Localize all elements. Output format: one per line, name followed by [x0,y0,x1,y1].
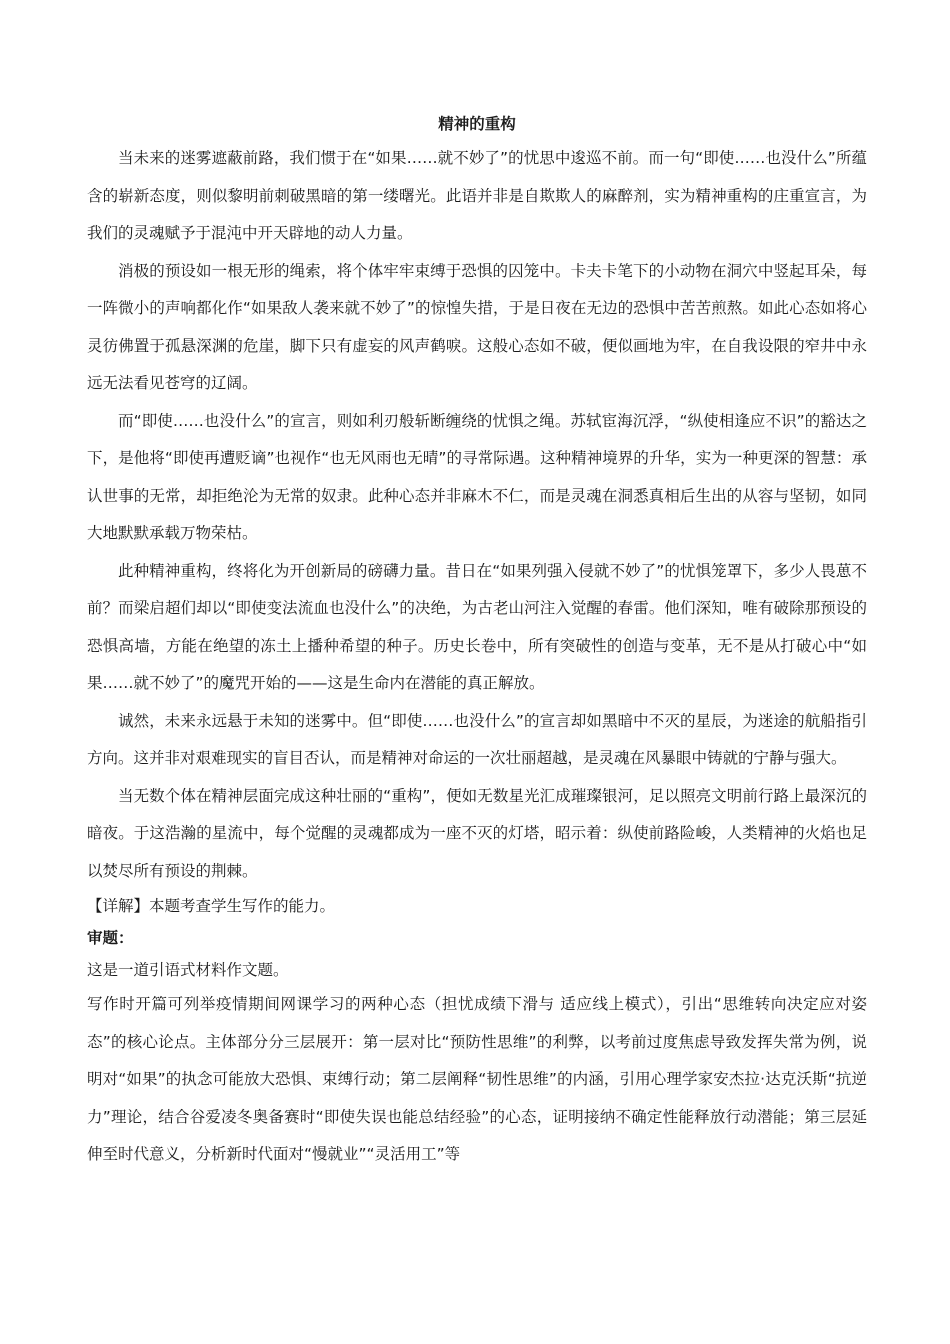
document-page [87,112,867,1174]
essay-paragraph: 诚然，未来永远悬于未知的迷雾中。但“即使……也没什么”的宣言却如黑暗中不灭的星辰，为迷途的航船指引方向。这并非对艰难现实的盲目否认，而是精神对命运的一次壮丽超越，是灵魂在风暴眼中铸就的宁静与强大。 [87,711,867,767]
essay-paragraph: 消极的预设如一根无形的绳索，将个体牢牢束缚于恐惧的囚笼中。卡夫卡笔下的小动物在洞穴中竖起耳朵，每一阵微小的声响都化作“如果敌人袭来就不妙了”的惊惶失措，于是日夜在无边的恐惧中苦苦煎熬。如此心态如将心灵彷佛置于孤悬深渊的危崖，脚下只有虚妄的风声鹤唳。这般心态如不破，便似画地为牢，在自我设限的窄井中永远无法看见苍穹的辽阔。 [87,261,867,392]
essay-paragraph: 而“即使……也没什么”的宣言，则如利刃般斩断缠绕的忧惧之绳。苏轼宦海沉浮，“纵使相逢应不识”的豁达之下，是他将“即使再遭贬谪”也视作“也无风雨也无晴”的寻常际遇。这种精神境界的升华，实为一种更深的智慧：承认世事的无常，却拒绝沦为无常的奴隶。此种心态并非麻木不仁，而是灵魂在洞悉真相后生出的从容与坚韧，如同大地默默承载万物荣枯。 [87,411,867,542]
essay-title: 精神的重构 [438,115,516,133]
explanation-text: 本题考查学生写作的能力。 [149,897,336,915]
review-body: 写作时开篇可列举疫情期间网课学习的两种心态（担忧成绩下滑与 适应线上模式），引出“思维转向决定应对姿态”的核心论点。主体部分分三层展开：第一层对比“预防性思维”的利弊，以考前过度焦虑导致发挥失常为例，说明对“如果”的执念可能放大恐惧、束缚行动；第二层阐释“韧性思维”的内涵，引用心理学家安杰拉·达克沃斯“抗逆力”理论，结合谷爱凌冬奥备赛时“即使失误也能总结经验”的心态，证明接纳不确定性能释放行动潜能；第三层延伸至时代意义，分析新时代面对“慢就业”“灵活用工”等 [87,995,867,1163]
review-line: 这是一道引语式材料作文题。 [87,961,289,979]
explanation-line [87,890,867,922]
essay-paragraph: 当无数个体在精神层面完成这种壮丽的“重构”，便如无数星光汇成璀璨银河，足以照亮文明前行路上最深沉的暗夜。于这浩瀚的星流中，每个觉醒的灵魂都成为一座不灭的灯塔，昭示着：纵使前路险峻，人类精神的火焰也足以焚尽所有预设的荆棘。 [87,786,867,880]
essay-paragraph: 此种精神重构，终将化为开创新局的磅礴力量。昔日在“如果列强入侵就不妙了”的忧惧笼罩下，多少人畏葸不前？而梁启超们却以“即使变法流血也没什么”的决绝，为古老山河注入觉醒的春雷。他们深知，唯有破除那预设的恐惧高墙，方能在绝望的冻土上播种希望的种子。历史长卷中，所有突破性的创造与变革，无不是从打破心中“如果……就不妙了”的魔咒开始的——这是生命内在潜能的真正解放。 [87,561,867,692]
review-heading: 审题： [87,929,134,947]
explanation-label: 【详解】 [87,897,150,915]
essay-paragraph: 当未来的迷雾遮蔽前路，我们惯于在“如果……就不妙了”的忧思中逡巡不前。而一句“即使……也没什么”所蕴含的崭新态度，则似黎明前刺破黑暗的第一缕曙光。此语并非是自欺欺人的麻醉剂，实为精神重构的庄重宣言，为我们的灵魂赋予于混沌中开天辟地的动人力量。 [87,149,867,242]
